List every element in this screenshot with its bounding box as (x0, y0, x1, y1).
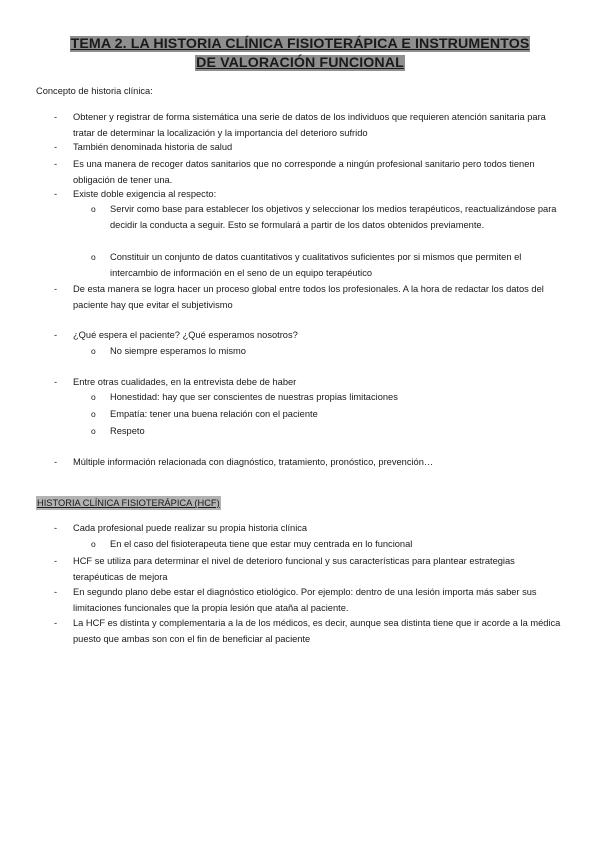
page-title (30, 35, 570, 73)
list-item-text: La HCF es distinta y complementaria a la de los médicos, es decir, aunque sea distinta tiene que ir acorde a la médica puesto que ambas son con el fin de beneficiar al paciente (73, 618, 561, 645)
dash-marker: - (54, 587, 58, 597)
dash-marker: - (54, 330, 58, 340)
list-item-text: También denominada historia de salud (73, 142, 233, 152)
title-line-1: TEMA 2. LA HISTORIA CLÍNICA FISIOTERÁPICA E INSTRUMENTOS (70, 36, 530, 52)
list-item-text: Servir como base para establecer los objetivos y seleccionar los medios terapéuticos, reactualizándose para decidir la conducta a seguir. Esto se formulará a partir de los datos obtenidos previamente. (110, 204, 557, 231)
sub-list-item (91, 536, 568, 552)
list-item-text: En segundo plano debe estar el diagnóstico etiológico. Por ejemplo: dentro de una lesión importa más saber sus limitaciones funcionales que la propia lesión que ataña al paciente. (73, 587, 537, 614)
list-item-text: Existe doble exigencia al respecto: (73, 189, 217, 199)
circle-marker: o (91, 426, 96, 436)
list-item (54, 281, 568, 314)
list-item-text: Respeto (110, 426, 145, 436)
dash-marker: - (54, 112, 58, 122)
circle-marker: o (91, 346, 96, 356)
sub-list-item (91, 201, 568, 234)
sub-list-item (91, 343, 568, 359)
list-item (54, 374, 568, 390)
list-item-text: Cada profesional puede realizar su propia historia clínica (73, 523, 308, 533)
list-item (54, 327, 568, 343)
list-item-text: En el caso del fisioterapeuta tiene que estar muy centrada en lo funcional (110, 539, 413, 549)
list-item-text: Constituir un conjunto de datos cuantitativos y cualitativos suficientes por si mismos que permiten el intercambio de información en el seno de un equipo terapéutico (110, 252, 522, 279)
list-item (54, 139, 568, 155)
list-item-text: ¿Qué espera el paciente? ¿Qué esperamos nosotros? (73, 330, 298, 340)
circle-marker: o (91, 409, 96, 419)
dash-marker: - (54, 556, 58, 566)
list-item (54, 553, 568, 586)
list-item (54, 156, 568, 189)
list-item-text: Entre otras cualidades, en la entrevista debe de haber (73, 377, 297, 387)
sub-list-item (91, 406, 568, 422)
dash-marker: - (54, 377, 58, 387)
title-line-2: DE VALORACIÓN FUNCIONAL (196, 55, 404, 71)
sub-list-item (91, 389, 568, 405)
list-item (54, 584, 568, 617)
list-item (54, 109, 568, 142)
list-item (54, 615, 568, 648)
dash-marker: - (54, 284, 58, 294)
dash-marker: - (54, 142, 58, 152)
circle-marker: o (91, 204, 96, 214)
section-heading: HISTORIA CLÍNICA FISIOTERÁPICA (HCF) (37, 498, 220, 508)
list-item-text: No siempre esperamos lo mismo (110, 346, 246, 356)
dash-marker: - (54, 189, 58, 199)
list-item-text: Es una manera de recoger datos sanitarios que no corresponde a ningún profesional sanitario pero todos tienen obligación de tener una. (73, 159, 535, 186)
list-item-text: Honestidad: hay que ser conscientes de nuestras propias limitaciones (110, 392, 398, 402)
dash-marker: - (54, 618, 58, 628)
list-item (54, 454, 568, 470)
list-item-text: Empatía: tener una buena relación con el paciente (110, 409, 318, 419)
concept-label: Concepto de historia clínica: (36, 86, 153, 96)
list-item-text: Múltiple información relacionada con diagnóstico, tratamiento, pronóstico, prevención… (73, 457, 434, 467)
list-item-text: De esta manera se logra hacer un proceso global entre todos los profesionales. A la hora de redactar los datos del paciente hay que evitar el subjetivismo (73, 284, 544, 311)
list-item-text: Obtener y registrar de forma sistemática una serie de datos de los individuos que requieren atención sanitaria para tratar de determinar la localización y la importancia del deterioro sufrido (73, 112, 546, 139)
dash-marker: - (54, 159, 58, 169)
sub-list-item (91, 423, 568, 439)
list-item (54, 520, 568, 536)
circle-marker: o (91, 252, 96, 262)
circle-marker: o (91, 539, 96, 549)
circle-marker: o (91, 392, 96, 402)
sub-list-item (91, 249, 568, 282)
dash-marker: - (54, 457, 58, 467)
list-item (54, 186, 568, 202)
dash-marker: - (54, 523, 58, 533)
list-item-text: HCF se utiliza para determinar el nivel de deterioro funcional y sus características para plantear estrategias terapéuticas de mejora (73, 556, 515, 583)
